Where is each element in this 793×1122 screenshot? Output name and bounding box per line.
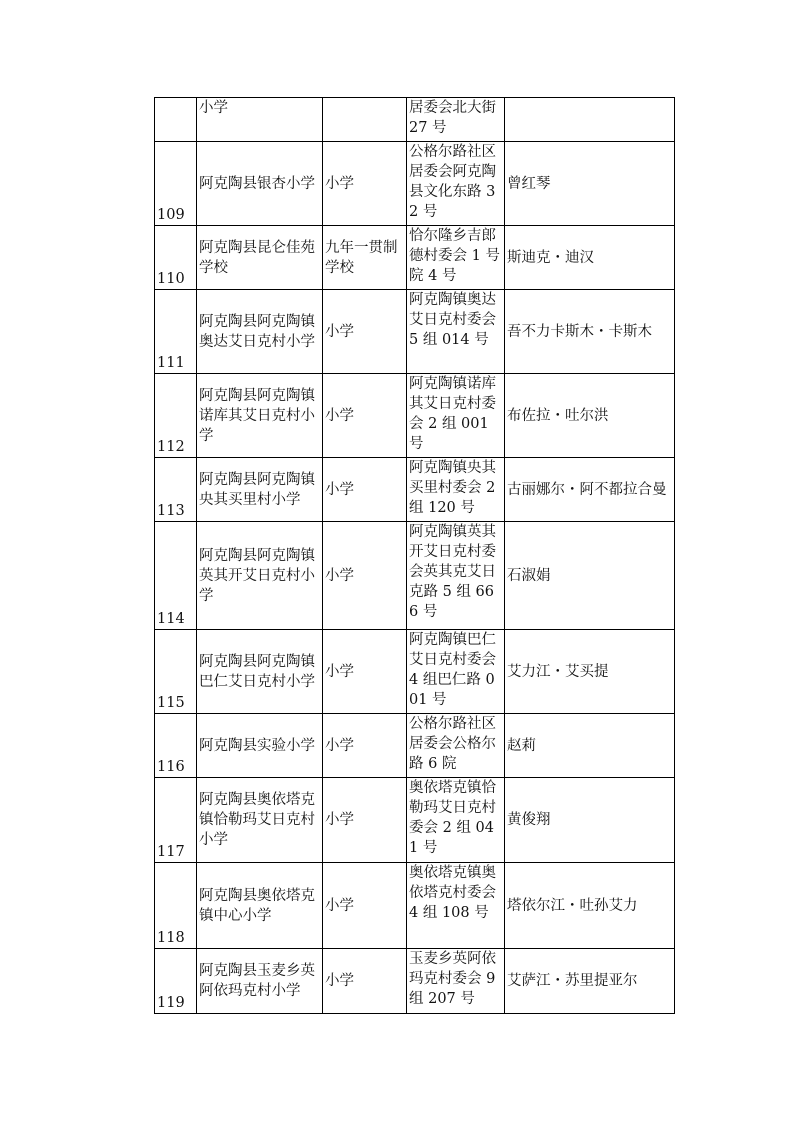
row-number: 111	[155, 290, 197, 374]
school-type: 小学	[323, 863, 407, 949]
school-address: 阿克陶镇巴仁艾日克村委会 4 组巴仁路 001 号	[407, 630, 505, 714]
school-name: 阿克陶县阿克陶镇奥达艾日克村小学	[197, 290, 323, 374]
row-number: 117	[155, 778, 197, 863]
school-type: 小学	[323, 374, 407, 458]
row-number: 114	[155, 522, 197, 630]
school-type	[323, 98, 407, 142]
principal-name: 吾不力卡斯木・卡斯木	[505, 290, 675, 374]
school-name: 小学	[197, 98, 323, 142]
principal-name: 布佐拉・吐尔洪	[505, 374, 675, 458]
principal-name: 艾萨江・苏里提亚尔	[505, 949, 675, 1014]
school-name: 阿克陶县阿克陶镇英其开艾日克村小学	[197, 522, 323, 630]
principal-name: 斯迪克・迪汉	[505, 226, 675, 290]
school-name: 阿克陶县阿克陶镇央其买里村小学	[197, 458, 323, 522]
school-name: 阿克陶县奥依塔克镇恰勒玛艾日克村小学	[197, 778, 323, 863]
school-name: 阿克陶县实验小学	[197, 714, 323, 778]
table-row	[155, 226, 675, 290]
row-number: 110	[155, 226, 197, 290]
principal-name: 塔依尔江・吐孙艾力	[505, 863, 675, 949]
table-row	[155, 290, 675, 374]
school-address: 阿克陶镇英其开艾日克村委会英其克艾日克路 5 组 666 号	[407, 522, 505, 630]
row-number: 118	[155, 863, 197, 949]
table-row	[155, 630, 675, 714]
table-row	[155, 142, 675, 226]
principal-name: 古丽娜尔・阿不都拉合曼	[505, 458, 675, 522]
row-number: 109	[155, 142, 197, 226]
school-address: 公格尔路社区居委会阿克陶县文化东路 32 号	[407, 142, 505, 226]
school-type: 小学	[323, 458, 407, 522]
table-row	[155, 949, 675, 1014]
school-name: 阿克陶县昆仑佳苑学校	[197, 226, 323, 290]
school-type: 小学	[323, 778, 407, 863]
row-number: 113	[155, 458, 197, 522]
school-type: 小学	[323, 142, 407, 226]
principal-name: 赵莉	[505, 714, 675, 778]
school-type: 小学	[323, 290, 407, 374]
school-type: 九年一贯制学校	[323, 226, 407, 290]
school-table	[154, 97, 675, 1014]
school-address: 阿克陶镇诺库其艾日克村委会 2 组 001 号	[407, 374, 505, 458]
table-row	[155, 714, 675, 778]
school-address: 奥依塔克镇奥依塔克村委会 4 组 108 号	[407, 863, 505, 949]
row-number: 115	[155, 630, 197, 714]
row-number: 112	[155, 374, 197, 458]
school-name: 阿克陶县玉麦乡英阿依玛克村小学	[197, 949, 323, 1014]
school-name: 阿克陶县阿克陶镇巴仁艾日克村小学	[197, 630, 323, 714]
principal-name	[505, 98, 675, 142]
principal-name: 艾力江・艾买提	[505, 630, 675, 714]
school-address: 公格尔路社区居委会公格尔路 6 院	[407, 714, 505, 778]
school-type: 小学	[323, 630, 407, 714]
school-name: 阿克陶县阿克陶镇诺库其艾日克村小学	[197, 374, 323, 458]
school-address: 玉麦乡英阿依玛克村委会 9 组 207 号	[407, 949, 505, 1014]
school-name: 阿克陶县银杏小学	[197, 142, 323, 226]
school-type: 小学	[323, 522, 407, 630]
row-number: 116	[155, 714, 197, 778]
principal-name: 黄俊翔	[505, 778, 675, 863]
table-row	[155, 374, 675, 458]
school-address: 阿克陶镇央其买里村委会 2 组 120 号	[407, 458, 505, 522]
school-name: 阿克陶县奥依塔克镇中心小学	[197, 863, 323, 949]
principal-name: 石淑娟	[505, 522, 675, 630]
principal-name: 曾红琴	[505, 142, 675, 226]
school-address: 居委会北大街 27 号	[407, 98, 505, 142]
row-number	[155, 98, 197, 142]
table-row	[155, 863, 675, 949]
school-type: 小学	[323, 714, 407, 778]
table-row	[155, 98, 675, 142]
row-number: 119	[155, 949, 197, 1014]
school-type: 小学	[323, 949, 407, 1014]
school-address: 恰尔隆乡吉郎德村委会 1 号院 4 号	[407, 226, 505, 290]
table-row	[155, 778, 675, 863]
table-row	[155, 458, 675, 522]
school-address: 阿克陶镇奥达艾日克村委会 5 组 014 号	[407, 290, 505, 374]
school-address: 奥依塔克镇恰勒玛艾日克村委会 2 组 041 号	[407, 778, 505, 863]
table-row	[155, 522, 675, 630]
